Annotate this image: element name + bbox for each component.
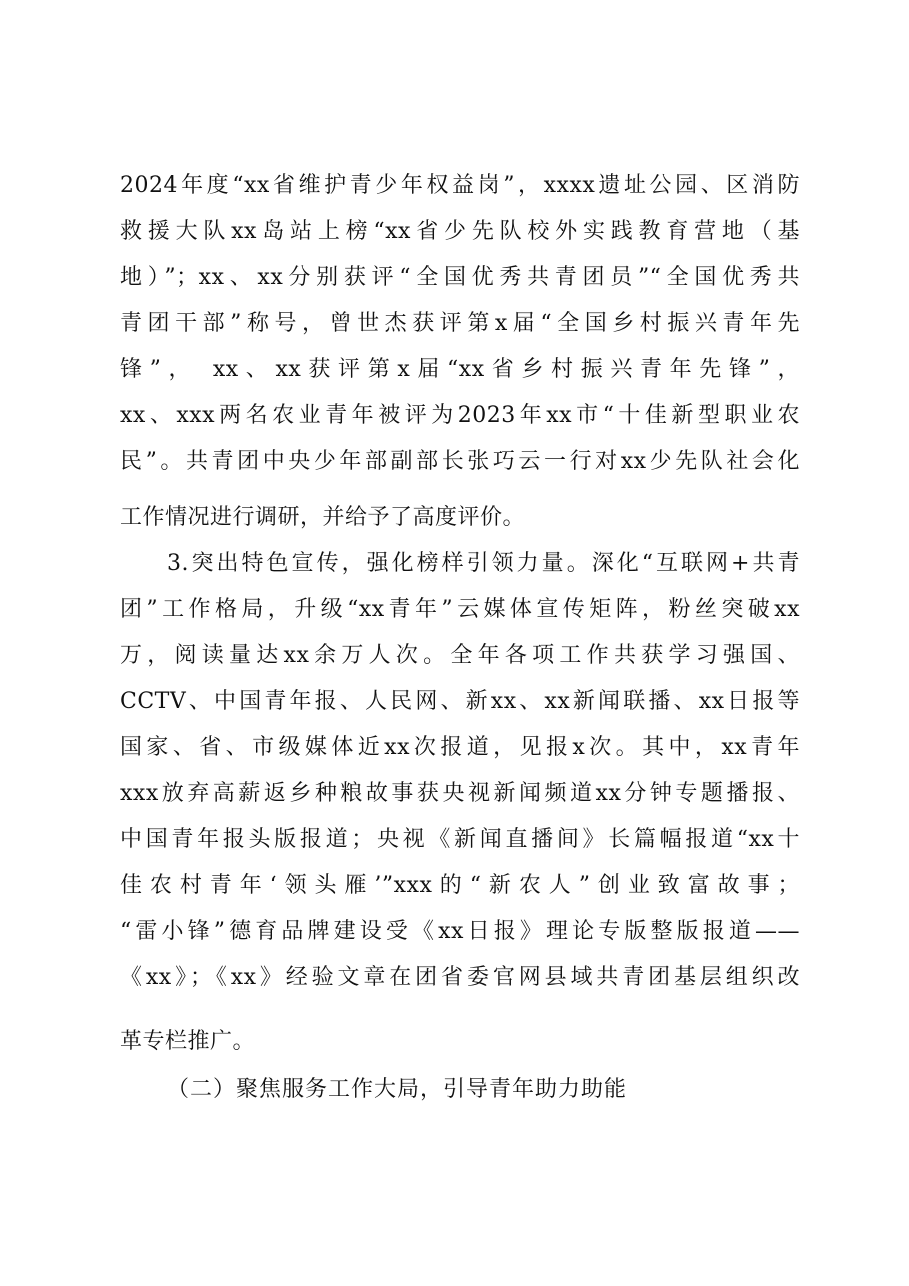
paragraph-1-line-4: 青团干部”称号，曾世杰获评第x届“全国乡村振兴青年先 (120, 311, 800, 336)
paragraph-2-line-4: CCTV、中国青年报、人民网、新xx、xx新闻联播、xx日报等 (120, 689, 800, 714)
paragraph-1-line-1: 2024年度“xx省维护青少年权益岗”，xxxx遗址公园、区消防 (120, 173, 800, 198)
paragraph-2-line-5: 国家、省、市级媒体近xx次报道，见报x次。其中，xx青年 (120, 735, 800, 760)
paragraph-1-line-8: 工作情况进行调研，并给予了高度评价。 (120, 505, 526, 530)
paragraph-1-line-3: 地）”；xx、xx分别获评“全国优秀共青团员”“全国优秀共 (120, 265, 800, 290)
paragraph-2-line-9: “雷小锋”德育品牌建设受《xx日报》理论专版整版报道—— (120, 919, 800, 944)
paragraph-2-line-3: 万，阅读量达xx余万人次。全年各项工作共获学习强国、 (120, 643, 800, 668)
paragraph-1-line-6: xx、xxx两名农业青年被评为2023年xx市“十佳新型职业农 (120, 403, 800, 428)
paragraph-2-line-11: 革专栏推广。 (120, 1029, 256, 1054)
paragraph-2-line-8: 佳农村青年‘领头雁’”xxx的“新农人”创业致富故事； (120, 873, 800, 898)
section-heading: （二）聚焦服务工作大局，引导青年助力助能 (167, 1077, 628, 1102)
paragraph-2-line-2: 团”工作格局，升级“xx青年”云媒体宣传矩阵，粉丝突破xx (120, 597, 800, 622)
paragraph-1-line-5: 锋”， xx、xx获评第x届“xx省乡村振兴青年先锋”， (120, 357, 800, 382)
paragraph-2-line-1: 3.突出特色宣传，强化榜样引领力量。深化“互联网+共青 (167, 551, 800, 576)
paragraph-2-line-10: 《xx》；《xx》经验文章在团省委官网县域共青团基层组织改 (120, 965, 800, 990)
paragraph-2-line-6: xxx放弃高薪返乡种粮故事获央视新闻频道xx分钟专题播报、 (120, 781, 800, 806)
paragraph-1-line-2: 救援大队xx岛站上榜“xx省少先队校外实践教育营地（基 (120, 219, 800, 244)
paragraph-1-line-7: 民”。共青团中央少年部副部长张巧云一行对xx少先队社会化 (120, 449, 800, 474)
paragraph-2-line-7: 中国青年报头版报道；央视《新闻直播间》长篇幅报道“xx十 (120, 827, 800, 852)
